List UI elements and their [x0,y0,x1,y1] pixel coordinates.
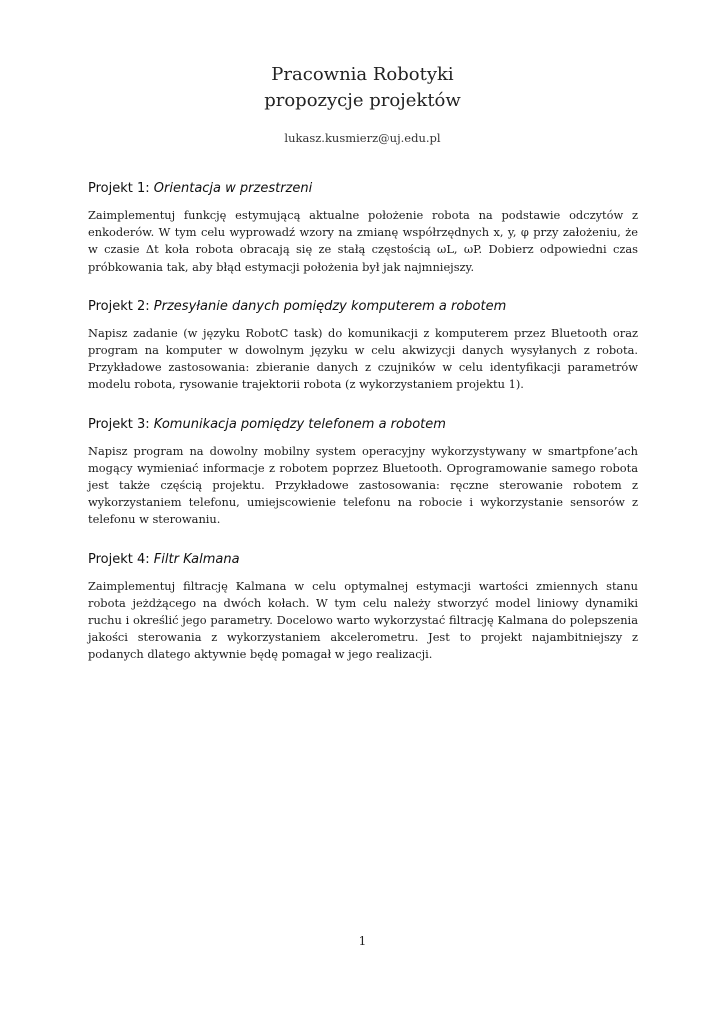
project-description: Zaimplementuj funkcję estymującą aktualne położenie robota na podstawie odczytów z enkoderów. W tym celu wyprowadź wzory na zmianę współrzędnych x, y, φ przy założeniu, że w czasie Δt koła robota obracają się ze stałą częstością ωL, ωP. Dobierz odpowiedni czas próbkowania tak, aby błąd estymacji położenia był jak najmniejszy. [88,208,638,274]
project-description: Napisz zadanie (w języku RobotC task) do komunikacji z komputerem przez Bluetooth oraz program na komputer w dowolnym języku w celu akwizycji danych wysyłanych z robota. Przykładowe zastosowania: zbieranie danych z czujników w celu identyfikacji parametrów modelu robota, rysowanie trajektorii robota (z wykorzystaniem projektu 1). [88,325,638,392]
author-email: lukasz.kusmierz@uj.edu.pl [284,131,441,145]
document-title: Pracownia Robotyki [271,64,454,85]
document-subtitle: propozycje projektów [264,90,461,111]
project-topic: Filtr Kalmana [153,551,240,567]
project-label: Projekt 2: [88,298,150,314]
page-number: 1 [358,934,367,948]
project-label: Projekt 3: [88,416,150,432]
project-heading [88,298,638,316]
project-topic: Przesyłanie danych pomiędzy komputerem a robotem [153,298,507,314]
project-section-2 [88,298,638,394]
project-section-1 [88,180,638,276]
project-description: Napisz program na dowolny mobilny system operacyjny wykorzystywany w smartpfone’ach mogący wymieniać informacje z robotem poprzez Bluetooth. Oprogramowanie samego robota jest także częścią projektu. Przykładowe zastosowania: ręczne sterowanie robotem z wykorzystaniem telefonu, umiejscowienie telefonu na robocie i wykorzystanie sensorów z telefonu w sterowaniu. [88,443,638,527]
project-section-3 [88,416,638,529]
project-topic: Komunikacja pomiędzy telefonem a robotem [153,416,446,432]
project-section-4 [88,551,638,664]
project-heading [88,180,638,198]
project-label: Projekt 1: [88,181,150,196]
project-topic: Orientacja w przestrzeni [153,181,313,196]
project-description: Zaimplementuj filtrację Kalmana w celu optymalnej estymacji wartości zmiennych stanu robota jeżdżącego na dwóch kołach. W tym celu należy stworzyć model liniowy dynamiki ruchu i określić jego parametry. Docelowo warto wykorzystać filtrację Kalmana do polepszenia jakości sterowania z wykorzystaniem akcelerometru. Jest to projekt najambitniejszy z podanych dlatego aktywnie będę pomagał w jego realizacji. [88,578,638,662]
project-heading [88,551,638,569]
project-heading [88,416,638,434]
project-list [88,180,638,686]
title-block [0,62,725,146]
project-label: Projekt 4: [88,551,150,567]
